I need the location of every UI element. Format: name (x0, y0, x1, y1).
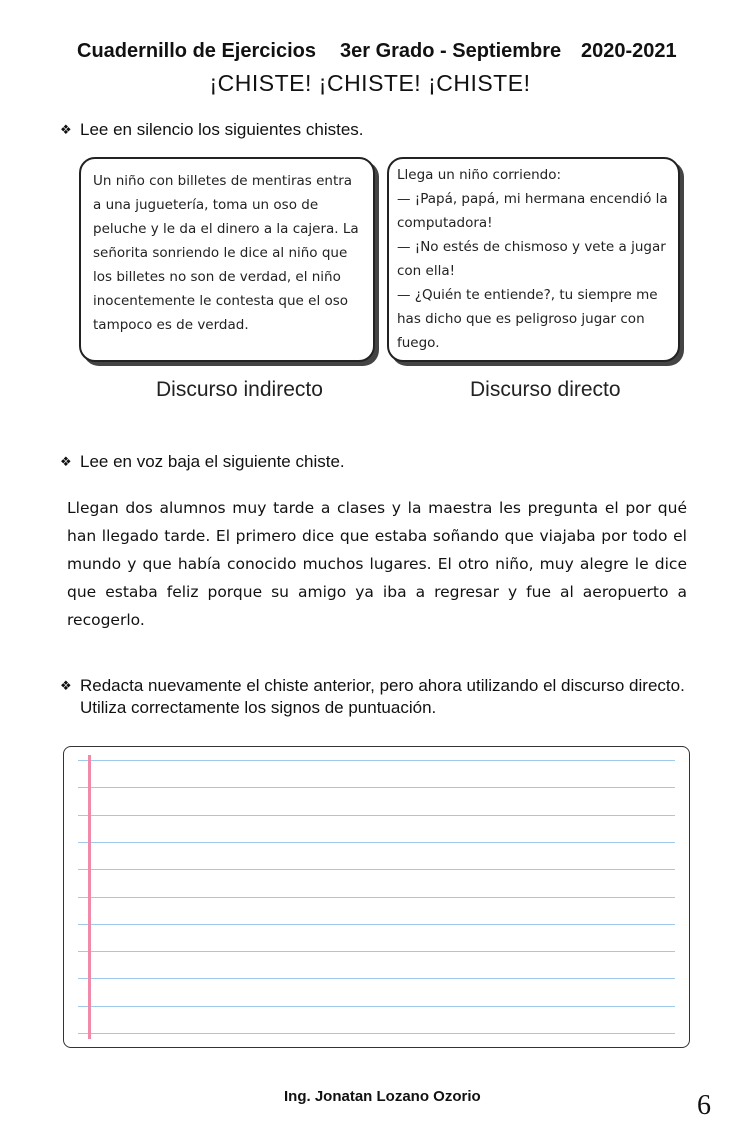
instruction-text: Lee en voz baja el siguiente chiste. (80, 452, 345, 471)
ruled-line (78, 951, 675, 952)
ruled-line (78, 842, 675, 843)
bubble-line: — ¿Quién te entiende?, tu siempre me has dicho que es peligroso jugar con fuego. (397, 287, 658, 351)
header-school-year: 2020-2021 (581, 40, 677, 62)
ruled-line (78, 787, 675, 788)
page-title: ¡CHISTE! ¡CHISTE! ¡CHISTE! (209, 70, 531, 96)
notebook-margin-line (88, 755, 91, 1039)
joke-paragraph: Llegan dos alumnos muy tarde a clases y la maestra les pregunta el por qué han llegado tarde. El primero dice que estaba soñando que viajaba por todo el mundo y que había conocido muchos lugares. El otro niño, muy alegre le dice que estaba feliz porque su amigo ya iba a regresar y fue al aeropuerto a recogerlo. (67, 499, 687, 629)
ruled-line (78, 897, 675, 898)
author-footer: Ing. Jonatan Lozano Ozorio (284, 1088, 481, 1105)
joke-bubble-indirect (79, 157, 375, 362)
ruled-line (78, 815, 675, 816)
diamond-bullet-icon: ❖ (60, 454, 72, 469)
instruction-read-quietly (60, 452, 345, 472)
instruction-rewrite (60, 675, 720, 719)
ruled-line (78, 1006, 675, 1007)
joke-bubble-direct (387, 157, 680, 362)
page-number: 6 (697, 1090, 711, 1121)
diamond-bullet-icon: ❖ (60, 678, 72, 693)
diamond-bullet-icon: ❖ (60, 122, 72, 137)
caption-indirect-speech: Discurso indirecto (156, 378, 323, 401)
instruction-text-line-2: Utiliza correctamente los signos de puntuación. (80, 698, 437, 717)
bubble-line: — ¡No estés de chismoso y vete a jugar con ella! (397, 239, 666, 279)
ruled-line (78, 1033, 675, 1034)
header-grade-month: 3er Grado - Septiembre (340, 40, 562, 62)
writing-lines-area[interactable] (63, 746, 690, 1048)
ruled-line (78, 978, 675, 979)
ruled-line (78, 760, 675, 761)
instruction-text-line-1: Redacta nuevamente el chiste anterior, pero ahora utilizando el discurso directo. (80, 676, 685, 695)
header-booklet-title: Cuadernillo de Ejercicios (77, 40, 316, 62)
instruction-text: Lee en silencio los siguientes chistes. (80, 120, 364, 139)
ruled-line (78, 924, 675, 925)
instruction-read-silently (60, 120, 364, 140)
bubble-line: Llega un niño corriendo: (397, 167, 562, 183)
bubble-line: — ¡Papá, papá, mi hermana encendió la computadora! (397, 191, 668, 231)
ruled-line (78, 869, 675, 870)
caption-direct-speech: Discurso directo (470, 378, 621, 401)
bubble-text-indirect: Un niño con billetes de mentiras entra a una juguetería, toma un oso de peluche y le da el dinero a la cajera. La señorita sonriendo le dice al niño que los billetes no son de verdad, el niño inocentemente le contesta que el oso tampoco es de verdad. (93, 173, 359, 333)
